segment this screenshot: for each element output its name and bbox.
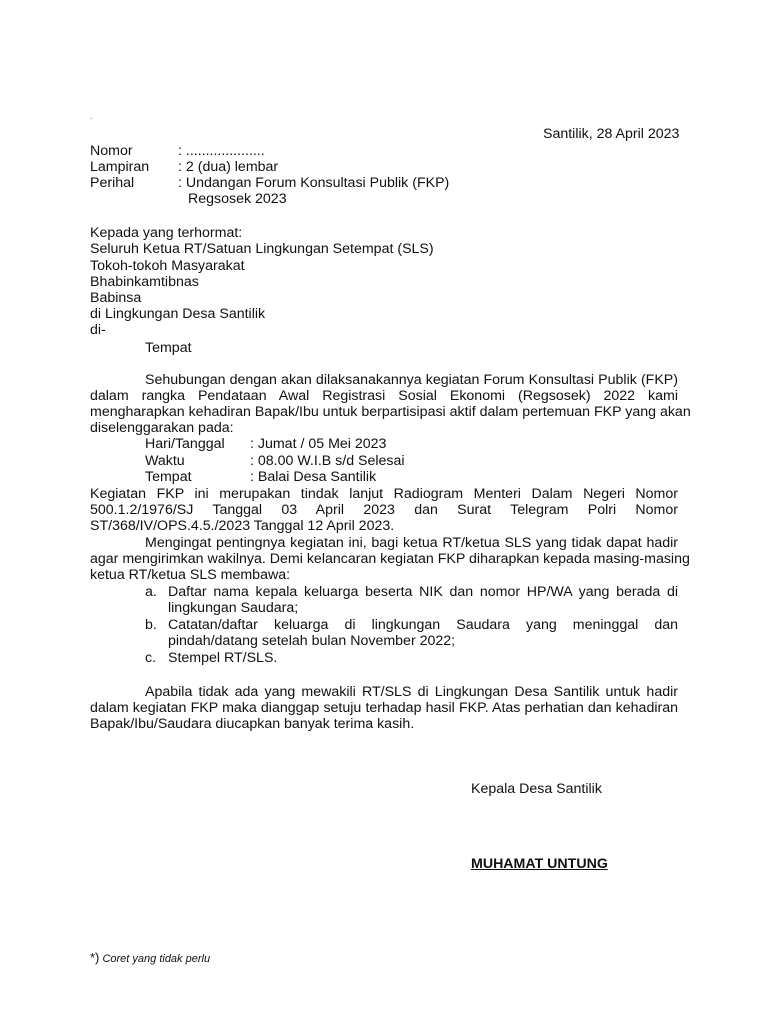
- paragraph-line: Sehubungan dengan akan dilaksanakannya kegiatan Forum Konsultasi Publik (FKP): [145, 372, 678, 388]
- header-label-nomor: Nomor: [90, 143, 133, 159]
- header-label-perihal: Perihal: [90, 175, 135, 191]
- letter-date: Santilik, 28 April 2023: [543, 126, 680, 142]
- list-item: Daftar nama kepala keluarga beserta NIK dan nomor HP/WA yang berada di lingkungan Saudara;: [168, 584, 678, 616]
- subject-continuation: Regsosek 2023: [188, 191, 287, 207]
- list-item: Stempel RT/SLS.: [168, 650, 278, 666]
- recipient-line: di-: [90, 322, 106, 338]
- recipient-line: di Lingkungan Desa Santilik: [90, 306, 266, 322]
- paragraph-line: dalam rangka Pendataan Awal Registrasi Sosial Ekonomi (Regsosek) 2022 kami: [90, 388, 678, 404]
- paragraph-line: dalam kegiatan FKP maka dianggap setuju terhadap hasil FKP. Atas perhatian dan kehadiran: [90, 700, 678, 716]
- paragraph-line: ST/368/IV/OPS.4.5./2023 Tanggal 12 April 2023.: [90, 518, 395, 534]
- paragraph-line: ketua RT/ketua SLS membawa:: [90, 567, 291, 583]
- schedule-label: Waktu: [145, 453, 185, 469]
- recipient-line: Seluruh Ketua RT/Satuan Lingkungan Setempat (SLS): [90, 241, 434, 257]
- recipient-line: Tokoh-tokoh Masyarakat: [90, 258, 245, 274]
- recipient-place: Tempat: [145, 340, 192, 356]
- paragraph-line: 500.1.2/1976/SJ Tanggal 03 April 2023 dan Surat Telegram Polri Nomor: [90, 502, 678, 518]
- schedule-value: : 08.00 W.I.B s/d Selesai: [250, 453, 405, 469]
- schedule-label: Hari/Tanggal: [145, 436, 225, 452]
- header-value-nomor: : ....................: [178, 143, 265, 159]
- recipient-line: Bhabinkamtibnas: [90, 274, 199, 290]
- schedule-value: : Balai Desa Santilik: [250, 469, 377, 485]
- paragraph-line: Apabila tidak ada yang mewakili RT/SLS di Lingkungan Desa Santilik untuk hadir: [145, 684, 678, 700]
- recipient-intro: Kepada yang terhormat:: [90, 225, 243, 241]
- header-label-lampiran: Lampiran: [90, 159, 150, 175]
- list-marker: a.: [145, 584, 157, 600]
- paragraph-line: diselenggarakan pada:: [90, 420, 234, 436]
- paragraph-line: agar mengirimkan wakilnya. Demi kelancaran kegiatan FKP diharapkan kepada masing-masing: [90, 551, 690, 567]
- stray-dot: .: [90, 112, 93, 121]
- signer-title: Kepala Desa Santilik: [471, 781, 602, 797]
- footnote-text: Coret yang tidak perlu: [102, 953, 211, 965]
- header-value-perihal: : Undangan Forum Konsultasi Publik (FKP): [178, 175, 450, 191]
- signer-name: MUHAMAT UNTUNG: [471, 856, 608, 872]
- schedule-value: : Jumat / 05 Mei 2023: [250, 436, 387, 452]
- list-item: Catatan/daftar keluarga di lingkungan Saudara yang meninggal dan pindah/datang setelah bulan November 2022;: [168, 617, 678, 649]
- schedule-label: Tempat: [145, 469, 192, 485]
- paragraph-line: Mengingat pentingnya kegiatan ini, bagi ketua RT/ketua SLS yang tidak dapat hadir: [145, 535, 678, 551]
- list-marker: c.: [145, 650, 157, 666]
- recipient-line: Babinsa: [90, 290, 142, 306]
- paragraph-line: Bapak/Ibu/Saudara diucapkan banyak terima kasih.: [90, 716, 415, 732]
- list-marker: b.: [145, 617, 157, 633]
- paragraph-line: Kegiatan FKP ini merupakan tindak lanjut Radiogram Menteri Dalam Negeri Nomor: [90, 486, 678, 502]
- footnote: [90, 950, 210, 965]
- paragraph-line: mengharapkan kehadiran Bapak/Ibu untuk berpartisipasi aktif dalam pertemuan FKP yang akan: [90, 404, 691, 420]
- footnote-mark: *): [90, 950, 100, 965]
- header-value-lampiran: : 2 (dua) lembar: [178, 159, 279, 175]
